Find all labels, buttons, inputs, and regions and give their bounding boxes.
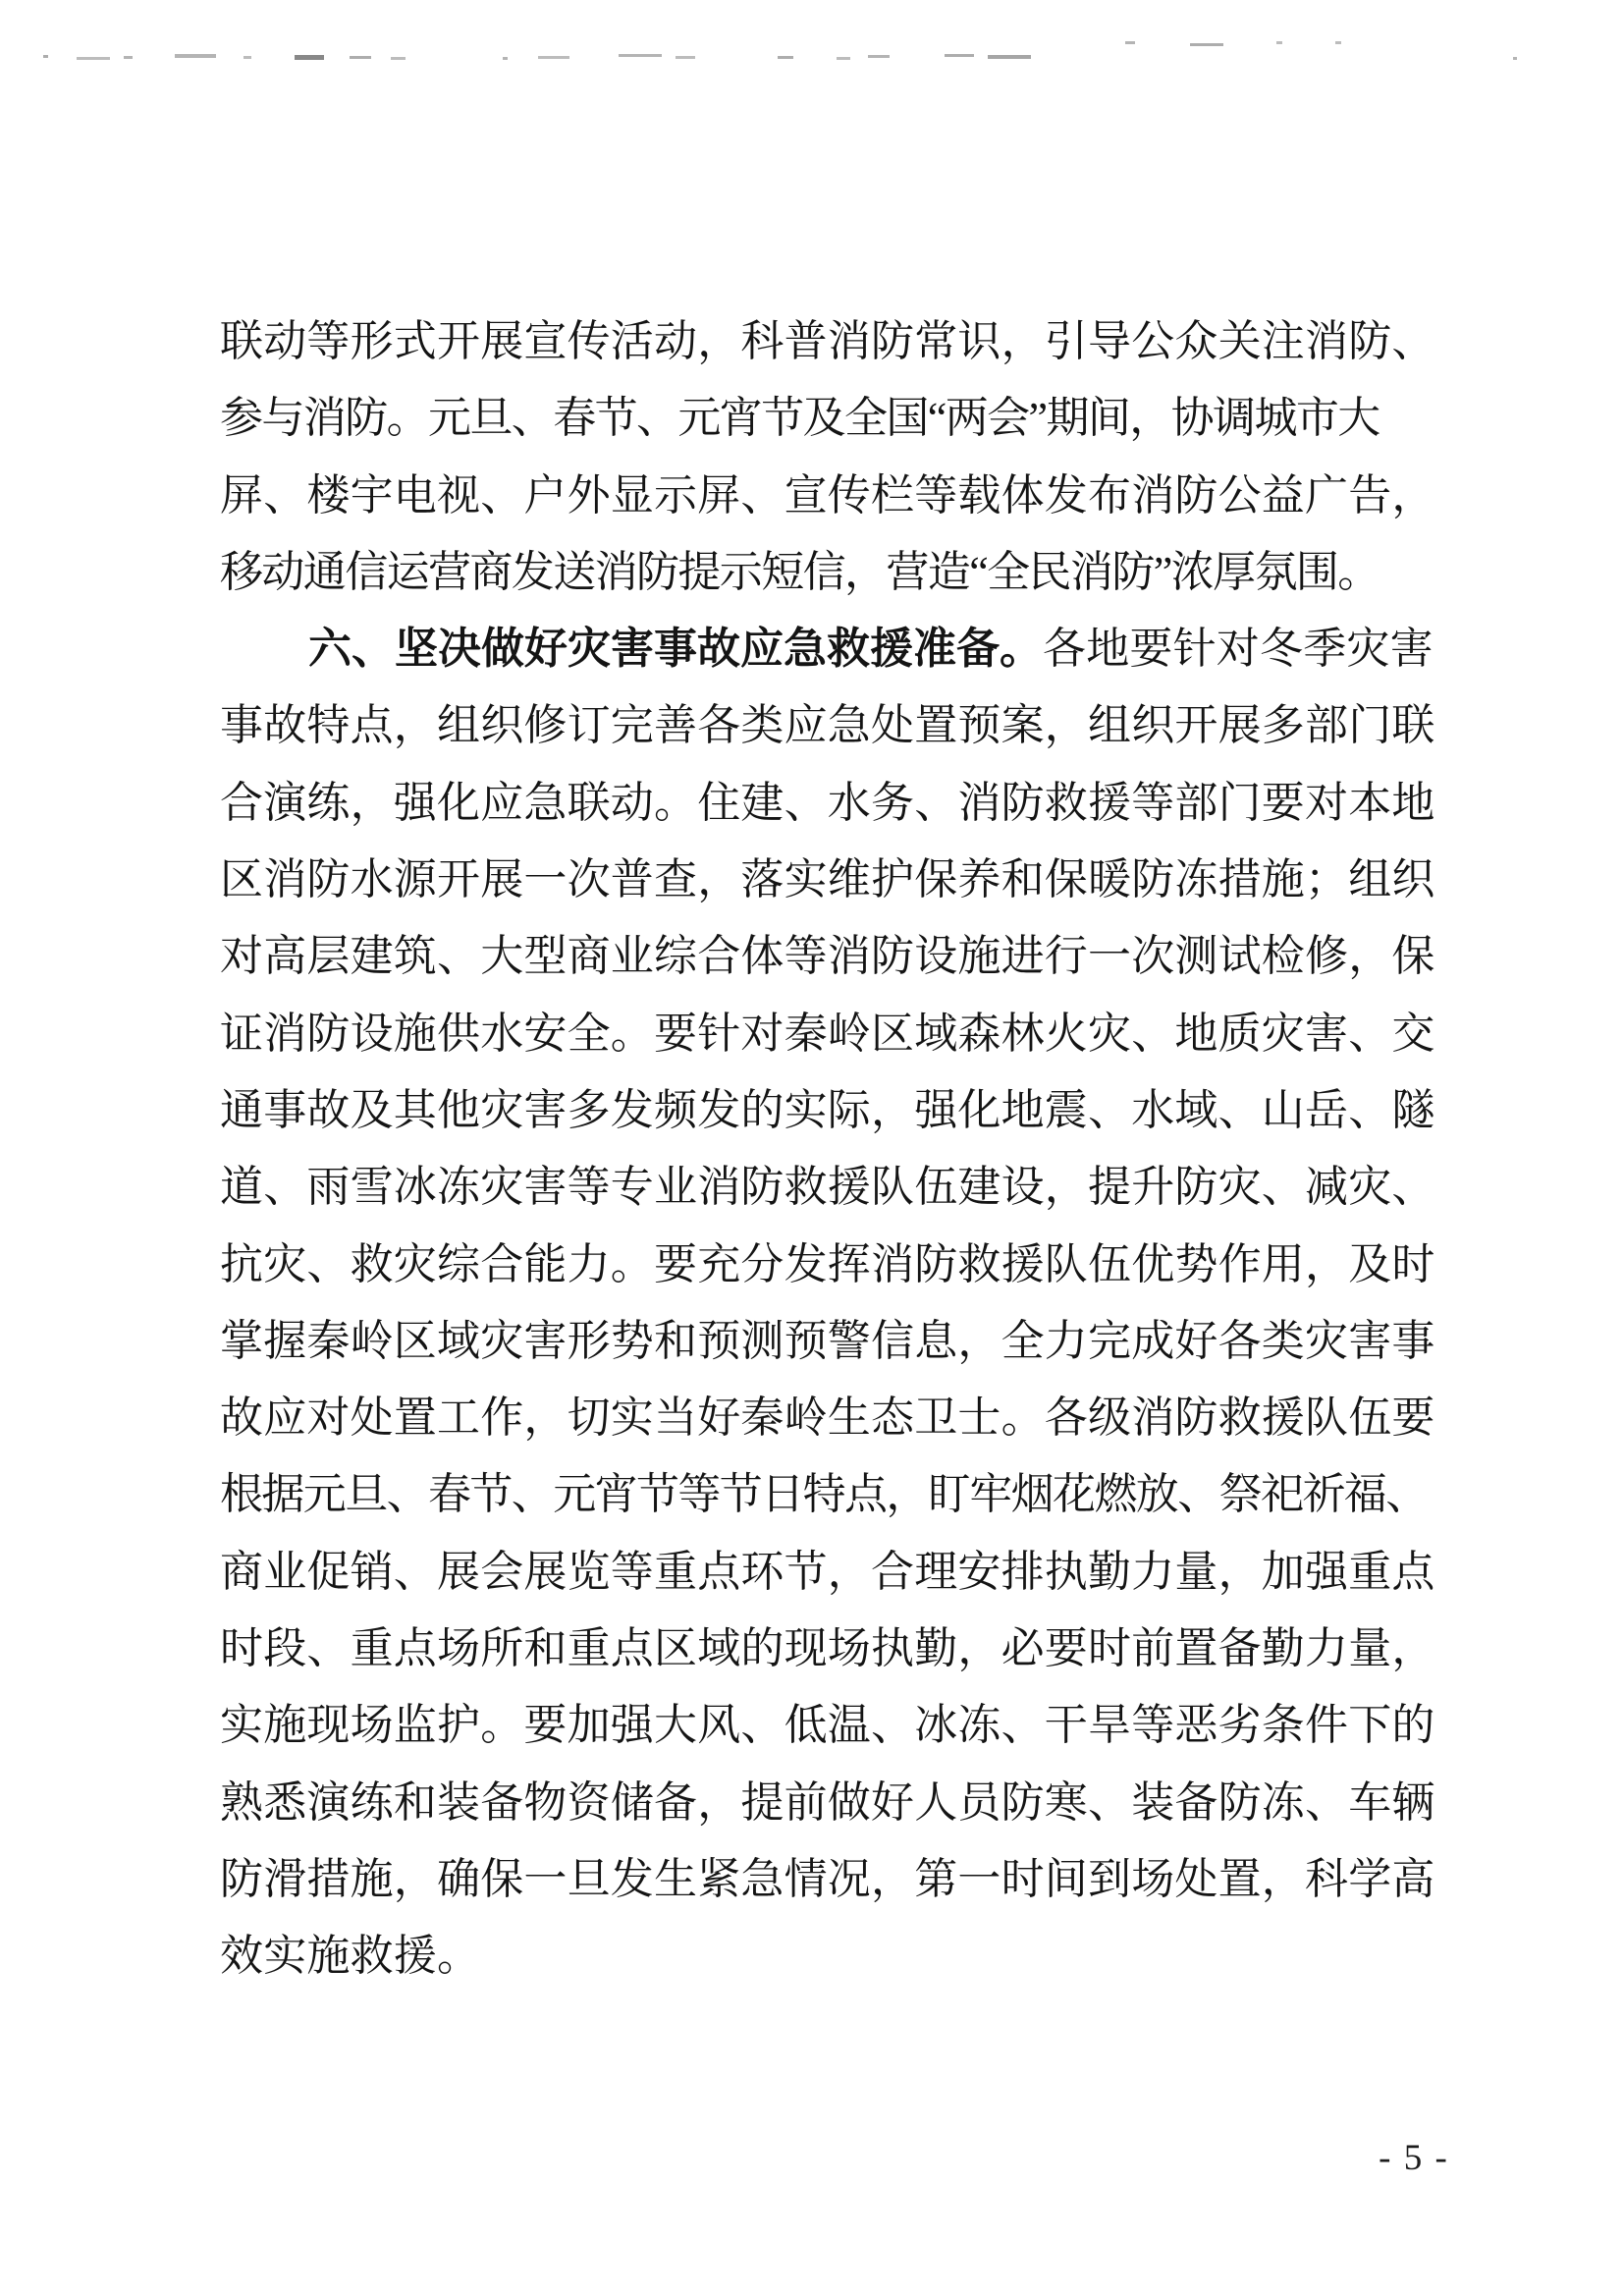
noise-speck (43, 55, 48, 58)
noise-speck (1125, 41, 1135, 44)
text-line: 实施现场监护。要加强大风、低温、冰冻、干旱等恶劣条件下的 (220, 1701, 1435, 1750)
section-heading: 六、坚决做好灾害事故应急救援准备。 (308, 625, 1043, 674)
section-body-start: 各地要针对冬季灾害 (1043, 625, 1434, 674)
noise-speck (295, 55, 324, 60)
text-line: 道、雨雪冰冻灾害等专业消防救援队伍建设，提升防灾、减灾、 (220, 1163, 1435, 1212)
text-line: 合演练，强化应急联动。住建、水务、消防救援等部门要对本地 (220, 778, 1435, 827)
text-line: 联动等形式开展宣传活动，科普消防常识，引导公众关注消防、 (220, 317, 1435, 365)
section-heading-line (220, 611, 1434, 687)
text-line: 效实施救援。 (220, 1932, 481, 1981)
text-line: 对高层建筑、大型商业综合体等消防设施进行一次测试检修，保 (220, 932, 1435, 981)
page-number: - 5 - (1379, 2138, 1449, 2178)
noise-speck (778, 56, 793, 59)
noise-speck (503, 57, 508, 60)
text-line: 时段、重点场所和重点区域的现场执勤，必要时前置备勤力量， (220, 1624, 1435, 1673)
noise-speck (837, 57, 850, 60)
text-line: 防滑措施，确保一旦发生紧急情况，第一时间到场处置，科学高 (220, 1854, 1435, 1903)
noise-speck (619, 54, 662, 57)
noise-speck (124, 56, 133, 59)
body-text (220, 303, 1435, 1995)
text-line: 参与消防。元旦、春节、元宵节及全国“两会”期间，协调城市大 (220, 394, 1380, 443)
text-line: 事故特点，组织修订完善各类应急处置预案，组织开展多部门联 (220, 701, 1435, 750)
noise-speck (676, 56, 695, 59)
noise-speck (1513, 57, 1517, 60)
text-line: 屏、楼宇电视、户外显示屏、宣传栏等载体发布消防公益广告， (220, 470, 1435, 519)
noise-speck (1190, 43, 1223, 46)
noise-speck (175, 54, 216, 58)
text-line: 故应对处置工作，切实当好秦岭生态卫士。各级消防救援队伍要 (220, 1394, 1435, 1443)
noise-speck (1276, 41, 1282, 44)
noise-speck (243, 56, 251, 59)
text-line: 通事故及其他灾害多发频发的实际，强化地震、水域、山岳、隧 (220, 1085, 1435, 1134)
noise-speck (1335, 41, 1341, 44)
text-line: 商业促销、展会展览等重点环节，合理安排执勤力量，加强重点 (220, 1547, 1435, 1596)
noise-speck (945, 54, 974, 57)
text-line: 根据元旦、春节、元宵节等节日特点，盯牢烟花燃放、祭祀祈福、 (220, 1470, 1428, 1519)
scan-artifacts (0, 0, 1623, 69)
noise-speck (77, 57, 110, 60)
noise-speck (391, 57, 406, 60)
noise-speck (988, 55, 1031, 59)
text-line: 证消防设施供水安全。要针对秦岭区域森林火灾、地质灾害、交 (220, 1009, 1435, 1058)
text-line: 掌握秦岭区域灾害形势和预测预警信息，全力完成好各类灾害事 (220, 1316, 1435, 1365)
noise-speck (350, 56, 371, 59)
noise-speck (538, 56, 569, 59)
text-line: 熟悉演练和装备物资储备，提前做好人员防寒、装备防冻、车辆 (220, 1777, 1435, 1827)
text-line: 抗灾、救灾综合能力。要充分发挥消防救援队伍优势作用，及时 (220, 1239, 1435, 1288)
text-line: 区消防水源开展一次普查，落实维护保养和保暖防冻措施；组织 (220, 855, 1435, 904)
text-line: 移动通信运营商发送消防提示短信，营造“全民消防”浓厚氛围。 (220, 547, 1380, 596)
noise-speck (868, 55, 890, 58)
